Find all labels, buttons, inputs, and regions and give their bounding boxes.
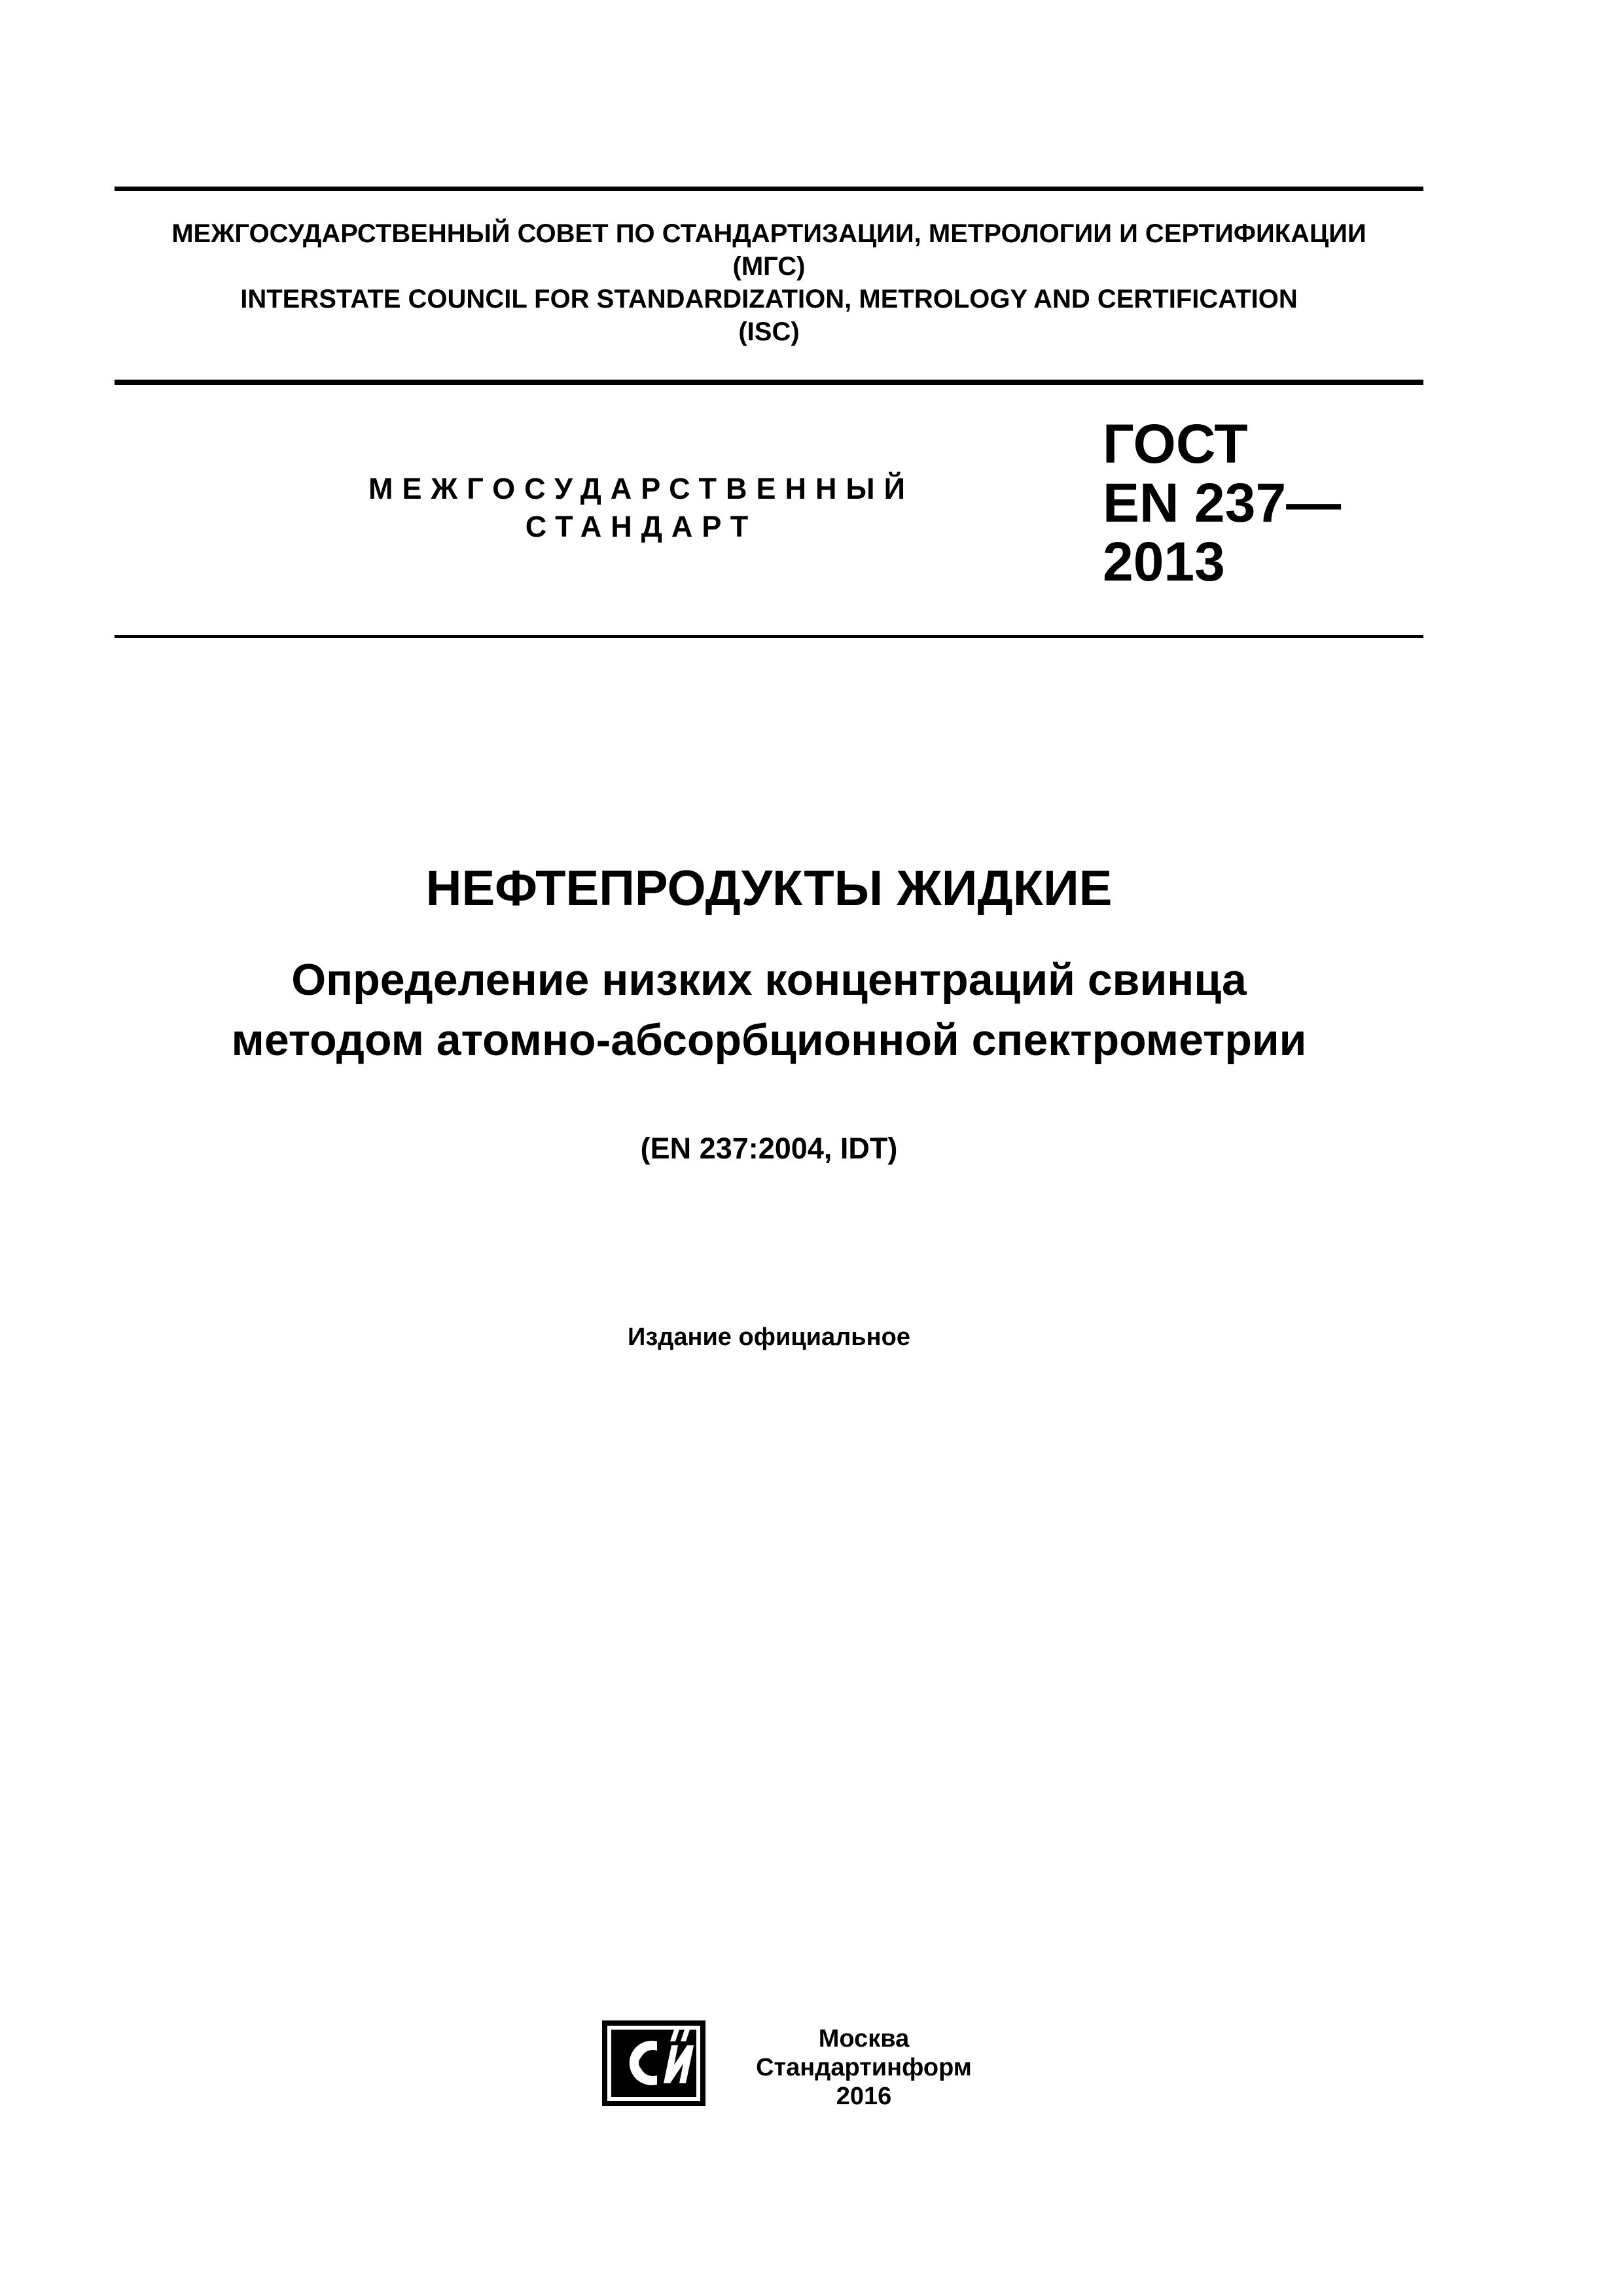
standard-type-line1: МЕЖГОСУДАРСТВЕННЫЙ (368, 472, 914, 505)
imprint-year: 2016 (836, 2083, 892, 2110)
equivalence-note: (EN 237:2004, IDT) (640, 1132, 898, 1165)
imprint (720, 2024, 1008, 2111)
gost-designation (1103, 414, 1341, 591)
subtitle-line1: Определение низких концентраций свинца (291, 955, 1247, 1005)
document-title: НЕФТЕПРОДУКТЫ ЖИДКИЕ (425, 861, 1113, 916)
top-rule (115, 187, 1423, 191)
document-subtitle (115, 950, 1423, 1070)
subtitle-line2: методом атомно-абсорбционной спектрометрии (231, 1015, 1307, 1065)
designation-line1: ГОСТ (1103, 413, 1248, 475)
designation-line2: EN 237— (1103, 472, 1342, 533)
council-name-ru: МЕЖГОСУДАРСТВЕННЫЙ СОВЕТ ПО СТАНДАРТИЗАЦИИ, МЕТРОЛОГИИ И СЕРТИФИКАЦИИ (171, 219, 1366, 248)
standard-type-label (340, 470, 942, 546)
edition-label: Издание официальное (628, 1323, 910, 1351)
designation-line3: 2013 (1103, 531, 1225, 592)
standartinform-logo-icon (601, 2019, 707, 2108)
middle-rule (115, 380, 1423, 385)
imprint-publisher: Стандартинформ (756, 2054, 972, 2081)
council-abbr-en: (ISC) (738, 317, 800, 346)
council-abbr-ru: (МГС) (732, 252, 806, 281)
imprint-city: Москва (818, 2025, 910, 2053)
council-name-en: INTERSTATE COUNCIL FOR STANDARDIZATION, METROLOGY AND CERTIFICATION (240, 285, 1298, 314)
bottom-rule (115, 635, 1423, 638)
standard-type-line2: СТАНДАРТ (525, 510, 758, 543)
council-header (115, 217, 1423, 348)
